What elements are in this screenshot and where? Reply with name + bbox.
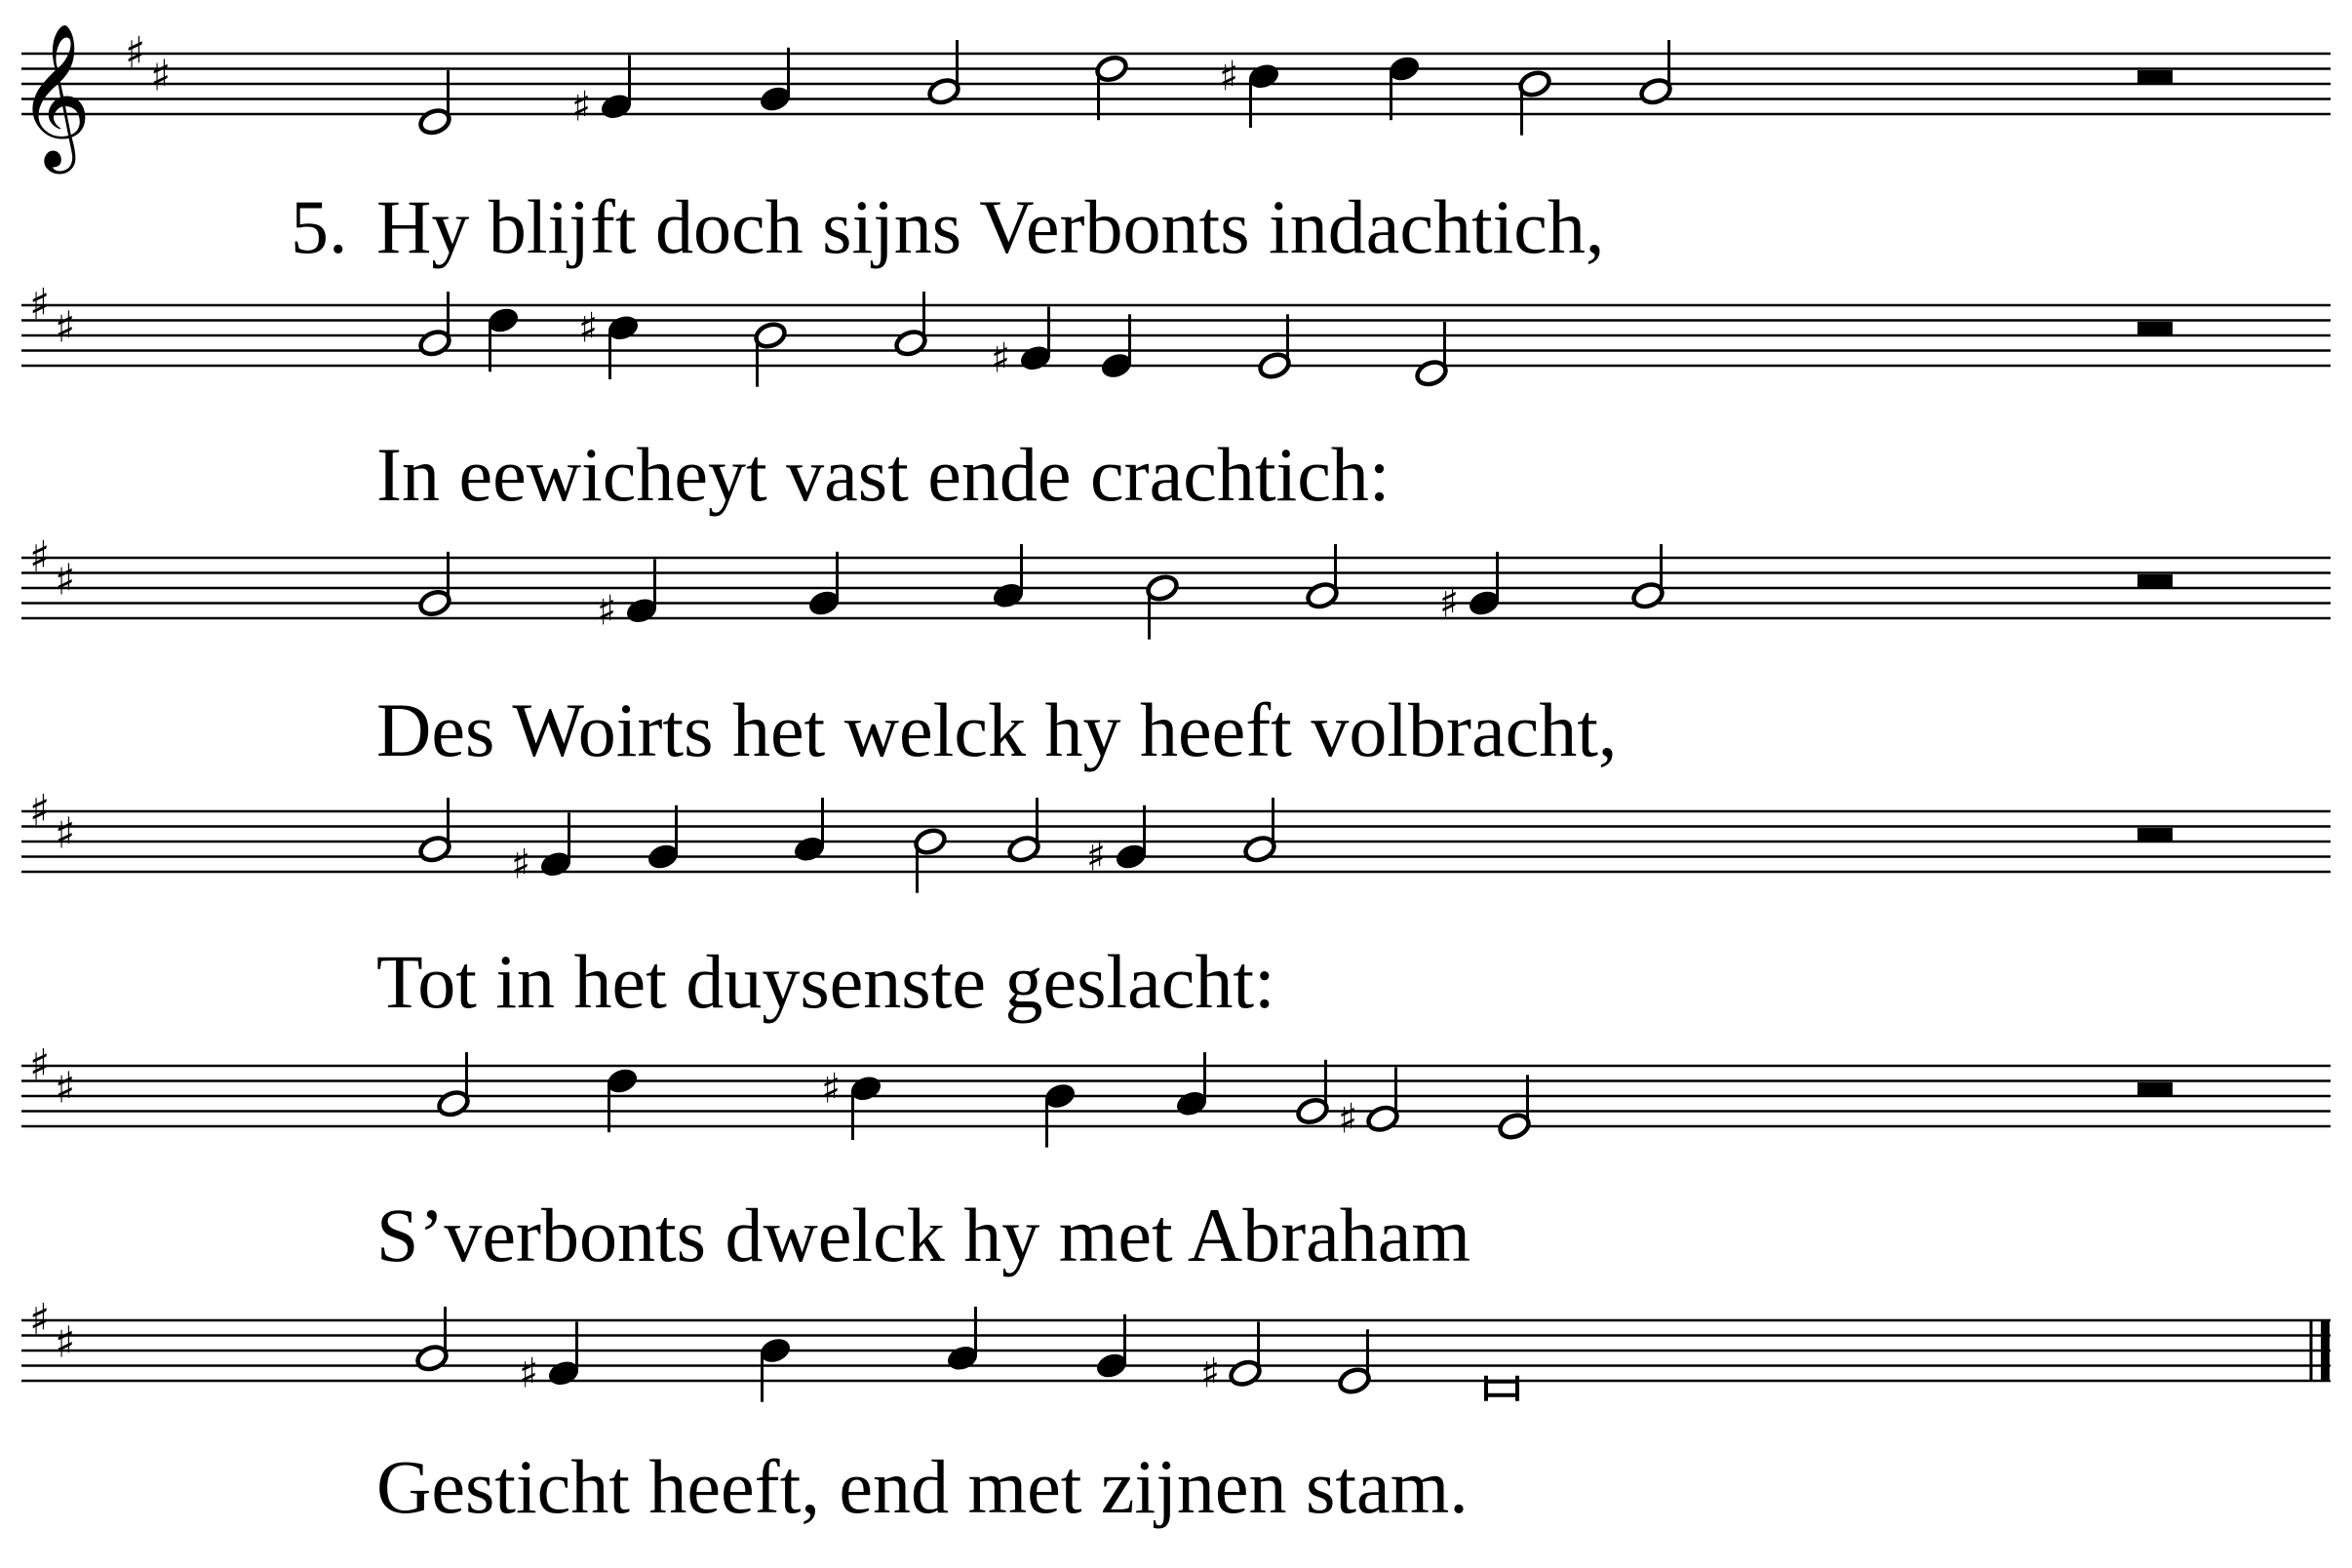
lyric-line-5: S’verbonts dwelck hy met Abraham [376, 1193, 1471, 1277]
sharp-icon: ♯ [29, 280, 51, 330]
sharp-icon: ♯ [29, 532, 51, 582]
sharp-icon: ♯ [55, 1063, 76, 1114]
sharp-icon: ♯ [29, 1040, 51, 1090]
sharp-icon: ♯ [511, 840, 531, 888]
sharp-icon: ♯ [55, 808, 76, 859]
lyric-line-1: Hy blijft doch sijns Verbonts indachtich, [376, 184, 1605, 269]
lyric-line-3: Des Woirts het welck hy heeft volbracht, [376, 687, 1618, 772]
sharp-icon: ♯ [578, 303, 599, 352]
breve-note [1486, 1382, 1517, 1395]
sharp-icon: ♯ [519, 1349, 539, 1397]
lyric-line-6: Gesticht heeft, end met zijnen stam. [376, 1444, 1469, 1529]
sharp-icon: ♯ [597, 586, 617, 635]
sharp-icon: ♯ [821, 1064, 842, 1113]
sharp-icon: ♯ [125, 28, 146, 78]
rest-icon [2137, 322, 2173, 334]
final-barline [2321, 1320, 2330, 1381]
sharp-icon: ♯ [55, 555, 76, 606]
sharp-icon: ♯ [55, 302, 76, 353]
sharp-icon: ♯ [1219, 52, 1239, 100]
sharp-icon: ♯ [29, 786, 51, 836]
sharp-icon: ♯ [29, 1295, 51, 1345]
sharp-icon: ♯ [150, 51, 172, 101]
rest-icon [2137, 574, 2173, 587]
rest-icon [2137, 70, 2173, 83]
sharp-icon: ♯ [1439, 578, 1460, 627]
lyric-line-4: Tot in het duysenste geslacht: [376, 939, 1275, 1024]
rest-icon [2137, 1082, 2173, 1095]
lyric-line-2: In eewicheyt vast ende crachtich: [376, 432, 1391, 517]
sharp-icon: ♯ [991, 333, 1011, 382]
sharp-icon: ♯ [1200, 1349, 1221, 1397]
sharp-icon: ♯ [1338, 1094, 1358, 1143]
verse-number: 5. [291, 184, 348, 269]
sharp-icon: ♯ [1086, 832, 1107, 881]
sharp-icon: ♯ [55, 1317, 76, 1368]
sharp-icon: ♯ [571, 82, 592, 131]
rest-icon [2137, 828, 2173, 841]
treble-clef-icon: 𝄞 [18, 22, 92, 168]
